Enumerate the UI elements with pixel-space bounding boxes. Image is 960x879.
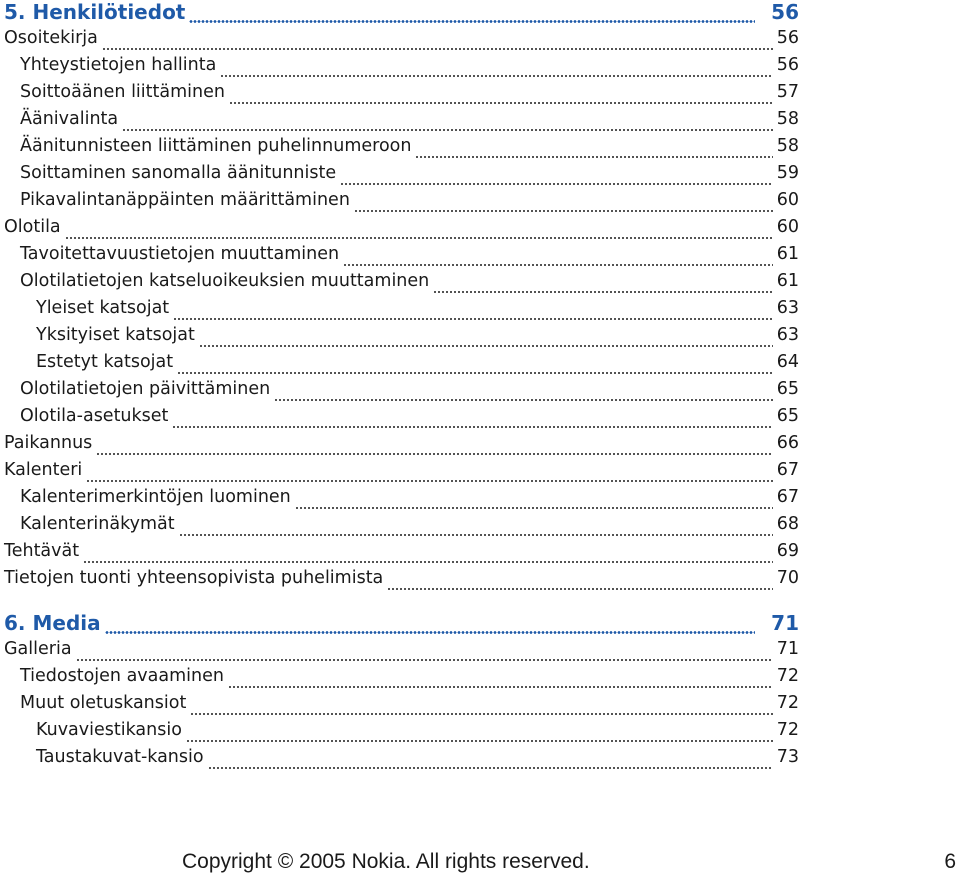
dot-leader (102, 48, 773, 50)
entry-label: Muut oletuskansiot (20, 693, 187, 713)
toc-entry[interactable] (20, 163, 799, 190)
dot-leader (172, 426, 772, 428)
dot-leader (83, 561, 773, 563)
dot-leader (105, 631, 756, 634)
entry-page-number: 57 (776, 82, 799, 102)
dot-leader (122, 129, 773, 131)
entry-page-number: 58 (776, 136, 799, 156)
entry-label: Osoitekirja (4, 28, 98, 48)
dot-leader (387, 588, 772, 590)
copyright-notice: Copyright © 2005 Nokia. All rights reserved. (182, 850, 590, 873)
section-page-number: 56 (771, 0, 799, 24)
section-page-number: 71 (771, 611, 799, 635)
toc-entry[interactable] (36, 298, 799, 325)
entry-page-number: 72 (776, 666, 799, 686)
entry-page-number: 65 (776, 379, 799, 399)
entry-label: Kuvaviestikansio (36, 720, 182, 740)
entry-page-number: 59 (776, 163, 799, 183)
dot-leader (65, 237, 773, 239)
toc-entry[interactable] (4, 639, 799, 666)
entry-page-number: 70 (776, 568, 799, 588)
entry-page-number: 73 (776, 747, 799, 767)
toc-entry[interactable] (36, 747, 799, 774)
entry-page-number: 66 (776, 433, 799, 453)
entry-label: Yhteystietojen hallinta (20, 55, 217, 75)
toc-entry[interactable] (20, 693, 799, 720)
entry-label: Olotila-asetukset (20, 406, 169, 426)
dot-leader (433, 291, 772, 293)
entry-label: Pikavalintanäppäinten määrittäminen (20, 190, 350, 210)
toc-entry[interactable] (20, 666, 799, 693)
entry-page-number: 63 (776, 298, 799, 318)
dot-leader (190, 713, 772, 715)
entry-page-number: 61 (776, 244, 799, 264)
entry-label: Äänitunnisteen liittäminen puhelinnumeroon (20, 136, 412, 156)
dot-leader (274, 399, 773, 401)
toc-entry[interactable] (4, 217, 799, 244)
dot-leader (177, 372, 773, 374)
entry-page-number: 56 (776, 55, 799, 75)
toc-entry[interactable] (20, 514, 799, 541)
toc-entry[interactable] (20, 136, 799, 163)
dot-leader (295, 507, 773, 509)
entry-page-number: 61 (776, 271, 799, 291)
dot-leader (343, 264, 773, 266)
entry-label: Tiedostojen avaaminen (20, 666, 224, 686)
entry-label: Olotilatietojen katseluoikeuksien muuttaminen (20, 271, 430, 291)
entry-label: Kalenterinäkymät (20, 514, 175, 534)
entry-label: Olotilatietojen päivittäminen (20, 379, 271, 399)
entry-page-number: 69 (776, 541, 799, 561)
entry-label: Olotila (4, 217, 61, 237)
entry-page-number: 67 (776, 460, 799, 480)
entry-label: Äänivalinta (20, 109, 119, 129)
toc-entry[interactable] (20, 487, 799, 514)
entry-page-number: 58 (776, 109, 799, 129)
dot-leader (186, 740, 773, 742)
entry-label: Kalenterimerkintöjen luominen (20, 487, 291, 507)
toc-entry[interactable] (4, 568, 799, 595)
dot-leader (340, 183, 773, 185)
entry-label: Tehtävät (4, 541, 80, 561)
toc-entry[interactable] (36, 720, 799, 747)
entry-page-number: 72 (776, 693, 799, 713)
toc-entry[interactable] (20, 82, 799, 109)
entry-page-number: 71 (776, 639, 799, 659)
entry-label: Tietojen tuonti yhteensopivista puhelimista (4, 568, 384, 588)
entry-page-number: 65 (776, 406, 799, 426)
dot-leader (199, 345, 773, 347)
page-footer (0, 846, 960, 876)
dot-leader (228, 686, 773, 688)
toc-entry[interactable] (36, 352, 799, 379)
dot-leader (220, 75, 772, 77)
dot-leader (96, 453, 772, 455)
entry-label: Yksityiset katsojat (36, 325, 195, 345)
entry-label: Galleria (4, 639, 72, 659)
entry-label: Paikannus (4, 433, 93, 453)
entry-label: Kalenteri (4, 460, 83, 480)
entry-label: Yleiset katsojat (36, 298, 170, 318)
toc-entry[interactable] (20, 379, 799, 406)
entry-page-number: 56 (776, 28, 799, 48)
section-title: 6. Media (4, 611, 101, 635)
dot-leader (173, 318, 773, 320)
entry-page-number: 68 (776, 514, 799, 534)
entry-label: Taustakuvat-kansio (36, 747, 204, 767)
entry-page-number: 67 (776, 487, 799, 507)
entry-label: Estetyt katsojat (36, 352, 174, 372)
section-title: 5. Henkilötiedot (4, 0, 186, 24)
toc-entry[interactable] (20, 244, 799, 271)
dot-leader (189, 20, 755, 23)
toc-section-heading[interactable] (4, 611, 799, 639)
toc-entry[interactable] (4, 28, 799, 55)
entry-page-number: 60 (776, 190, 799, 210)
entry-page-number: 63 (776, 325, 799, 345)
entry-page-number: 60 (776, 217, 799, 237)
dot-leader (76, 659, 773, 661)
entry-page-number: 64 (776, 352, 799, 372)
dot-leader (229, 102, 773, 104)
toc-entry[interactable] (20, 109, 799, 136)
page-number: 6 (944, 850, 956, 873)
toc-entry[interactable] (20, 406, 799, 433)
toc-entry[interactable] (20, 271, 799, 298)
toc-entry[interactable] (4, 541, 799, 568)
dot-leader (208, 767, 773, 769)
toc-entry[interactable] (4, 460, 799, 487)
entry-label: Soittoäänen liittäminen (20, 82, 225, 102)
dot-leader (86, 480, 772, 482)
entry-page-number: 72 (776, 720, 799, 740)
entry-label: Tavoitettavuustietojen muuttaminen (20, 244, 340, 264)
toc-entry[interactable] (20, 55, 799, 82)
toc-section-heading[interactable] (4, 0, 799, 28)
dot-leader (415, 156, 772, 158)
toc-entry[interactable] (20, 190, 799, 217)
dot-leader (179, 534, 773, 536)
entry-label: Soittaminen sanomalla äänitunniste (20, 163, 337, 183)
dot-leader (354, 210, 773, 212)
toc-entry[interactable] (4, 433, 799, 460)
toc-entry[interactable] (36, 325, 799, 352)
